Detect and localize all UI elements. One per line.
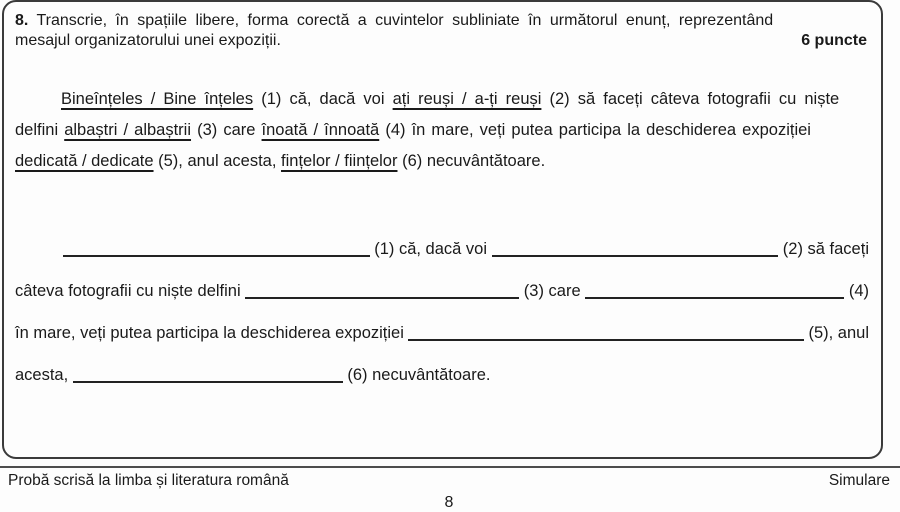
exercise-line-1	[15, 84, 869, 115]
footer-session-label: Simulare	[828, 472, 890, 489]
underlined-option-6: fințelor / ființelor	[281, 152, 398, 170]
question-prompt-line1	[15, 11, 869, 31]
answer-blank-2	[492, 255, 779, 257]
answer-blank-6	[73, 381, 343, 383]
question-header	[15, 11, 869, 51]
exercise-text: delfini	[15, 121, 65, 139]
underlined-option-1: Bineînțeles / Bine înțeles	[61, 90, 254, 108]
underlined-option-2: ați reuși / a-ți reuși	[392, 90, 542, 108]
exercise-line-3	[15, 146, 869, 177]
answer-line-1	[15, 240, 869, 261]
footer-row	[8, 472, 890, 490]
question-number: 8.	[15, 12, 29, 29]
answer-line-3	[15, 324, 869, 345]
exercise-text: (4) în mare, veți putea participa la deschiderea expoziției	[379, 121, 811, 139]
footer-exam-title: Probă scrisă la limba și literatura română	[8, 472, 289, 489]
answer-text: (3) care	[519, 282, 586, 300]
answer-text: acesta,	[15, 366, 73, 384]
answer-text: (2) să faceți	[778, 240, 869, 258]
exercise-paragraph	[15, 84, 869, 177]
question-box	[2, 0, 883, 459]
underlined-option-3: albaștri / albaștrii	[64, 121, 192, 139]
exercise-text: (3) care	[191, 121, 262, 139]
answer-text: (4)	[844, 282, 869, 300]
exercise-text: (6) necuvântătoare.	[397, 152, 546, 170]
answer-text: în mare, veți putea participa la deschiderea expoziției	[15, 324, 409, 342]
answer-blank-5	[408, 339, 803, 341]
answer-blank-1	[63, 255, 370, 257]
exercise-text: (2) să faceți câteva fotografii cu niște	[541, 90, 840, 108]
answer-text: câteva fotografii cu niște delfini	[15, 282, 246, 300]
page-footer	[0, 466, 900, 512]
exercise-text: (5), anul acesta,	[153, 152, 282, 170]
points-label: 6 puncte	[801, 32, 867, 49]
underlined-option-4: înoată / înnoată	[261, 121, 380, 139]
answer-text: (1) că, dacă voi	[369, 240, 492, 258]
exercise-line-2	[15, 115, 869, 146]
question-prompt-text: Transcrie, în spațiile libere, forma corectă a cuvintelor subliniate în următorul enunț, reprezentând	[36, 12, 774, 29]
answer-line-4	[15, 366, 869, 387]
answer-text: (5), anul	[803, 324, 869, 342]
question-prompt-line2: mesajul organizatorului unei expoziții.	[15, 32, 281, 49]
answer-blank-3	[245, 297, 519, 299]
page-number: 8	[444, 494, 454, 511]
answer-line-2	[15, 282, 869, 303]
exercise-text: (1) că, dacă voi	[253, 90, 393, 108]
underlined-option-5: dedicată / dedicate	[15, 152, 154, 170]
answer-section	[15, 240, 869, 387]
answer-text: (6) necuvântătoare.	[342, 366, 491, 384]
answer-blank-4	[585, 297, 844, 299]
